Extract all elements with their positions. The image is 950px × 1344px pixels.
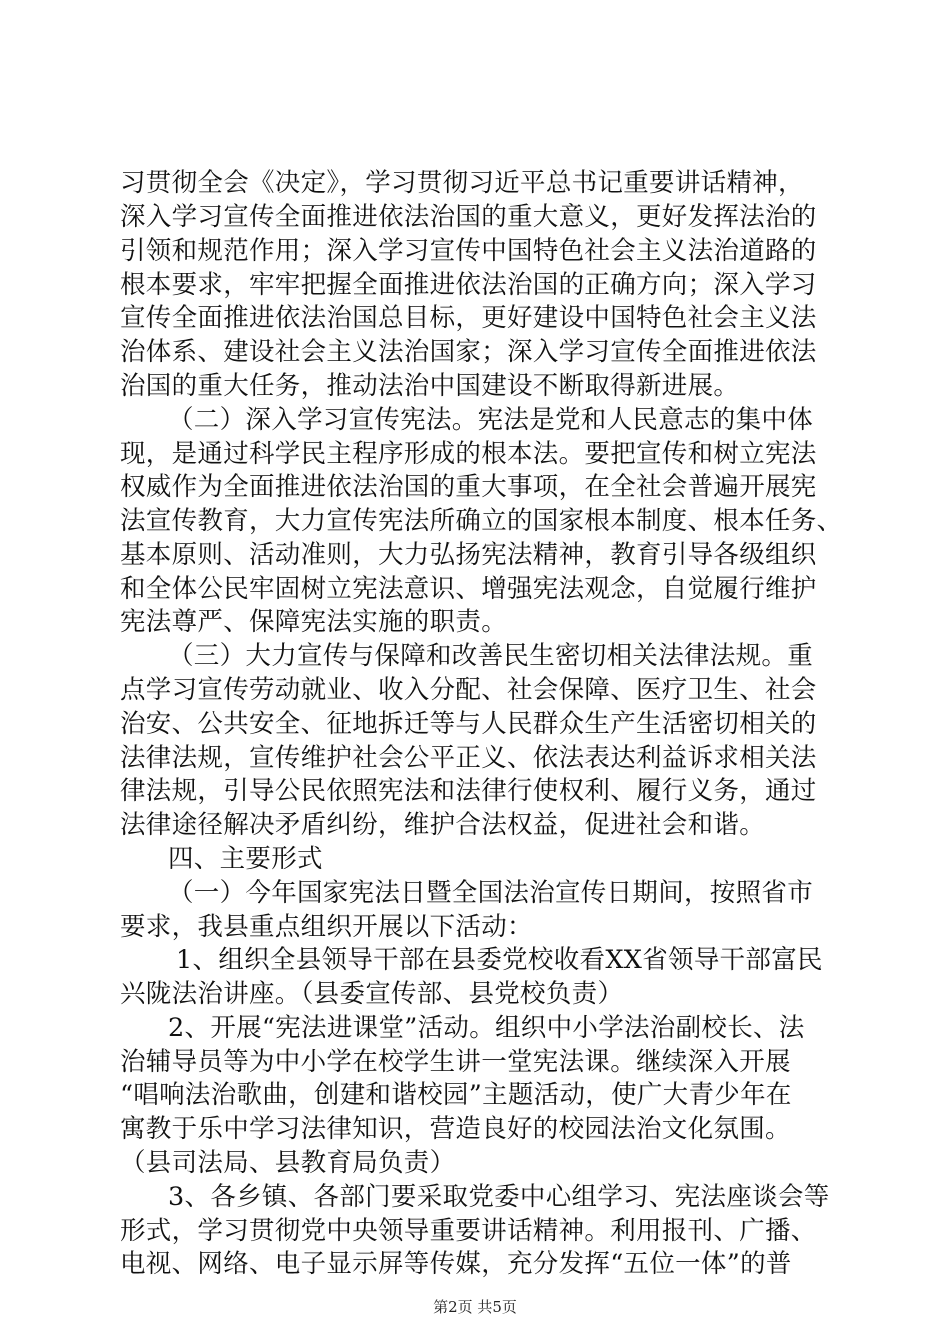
text-line: 根本要求，牢牢把握全面推进依法治国的正确方向；深入学习: [120, 270, 817, 300]
text-line: 宪法尊严、保障宪法实施的职责。: [120, 607, 508, 637]
text-line: （县司法局、县教育局负责）: [120, 1148, 456, 1178]
text-line: 律法规，引导公民依照宪法和法律行使权利、履行义务，通过: [120, 776, 817, 806]
text-line: 点学习宣传劳动就业、收入分配、社会保障、医疗卫生、社会: [120, 675, 817, 705]
text-line: 法律法规，宣传维护社会公平正义、依法表达利益诉求相关法: [120, 743, 817, 773]
paragraph-heading: （二）深入学习宣传宪法。宪法是党和人民意志的集中体: [168, 405, 814, 435]
text-line: 要求，我县重点组织开展以下活动：: [120, 912, 533, 942]
text-line: 兴陇法治讲座。（县委宣传部、县党校负责）: [120, 979, 624, 1009]
paragraph-heading: （三）大力宣传与保障和改善民生密切相关法律法规。重: [168, 641, 814, 671]
text-line: 治安、公共安全、征地拆迁等与人民群众生产生活密切相关的: [120, 709, 817, 739]
text-line: 引领和规范作用；深入学习宣传中国特色社会主义法治道路的: [120, 236, 817, 266]
text-line: 法律途径解决矛盾纠纷，维护合法权益，促进社会和谐。: [120, 810, 766, 840]
text-line: 治体系、建设社会主义法治国家；深入学习宣传全面推进依法: [120, 337, 817, 367]
text-line: 和全体公民牢固树立宪法意识、增强宪法观念，自觉履行维护: [120, 574, 817, 604]
text-line: 习贯彻全会《决定》，学习贯彻习近平总书记重要讲话精神，: [120, 168, 804, 198]
text-line: 治辅导员等为中小学在校学生讲一堂宪法课。继续深入开展: [120, 1047, 791, 1077]
list-item: 1、组织全县领导干部在县委党校收看XX省领导干部富民: [176, 945, 823, 975]
text-line: 现，是通过科学民主程序形成的根本法。要把宣传和树立宪法: [120, 439, 817, 469]
list-item: 3、各乡镇、各部门要采取党委中心组学习、宪法座谈会等: [168, 1182, 830, 1212]
text-line: 基本原则、活动准则，大力弘扬宪法精神，教育引导各级组织: [120, 540, 817, 570]
text-line: 形式，学习贯彻党中央领导重要讲话精神。利用报刊、广播、: [120, 1216, 817, 1246]
text-line: 法宣传教育，大力宣传宪法所确立的国家根本制度、根本任务、: [120, 506, 843, 536]
text-line: 深入学习宣传全面推进依法治国的重大意义，更好发挥法治的: [120, 202, 817, 232]
page-footer: 第2页 共5页: [433, 1298, 517, 1316]
text-line: 权威作为全面推进依法治国的重大事项，在全社会普遍开展宪: [120, 472, 817, 502]
text-line: 治国的重大任务，推动法治中国建设不断取得新进展。: [120, 371, 740, 401]
text-line: 寓教于乐中学习法律知识，营造良好的校园法治文化氛围。: [120, 1114, 791, 1144]
paragraph-heading: （一）今年国家宪法日暨全国法治宣传日期间，按照省市: [168, 878, 814, 908]
text-line: 宣传全面推进依法治国总目标，更好建设中国特色社会主义法: [120, 303, 817, 333]
section-heading: 四、主要形式: [168, 844, 323, 874]
list-item: 2、开展“宪法进课堂”活动。组织中小学法治副校长、法: [168, 1013, 805, 1043]
text-line: “唱响法治歌曲，创建和谐校园”主题活动，使广大青少年在: [120, 1080, 792, 1110]
text-line: 电视、网络、电子显示屏等传媒，充分发挥“五位一体”的普: [120, 1249, 792, 1279]
